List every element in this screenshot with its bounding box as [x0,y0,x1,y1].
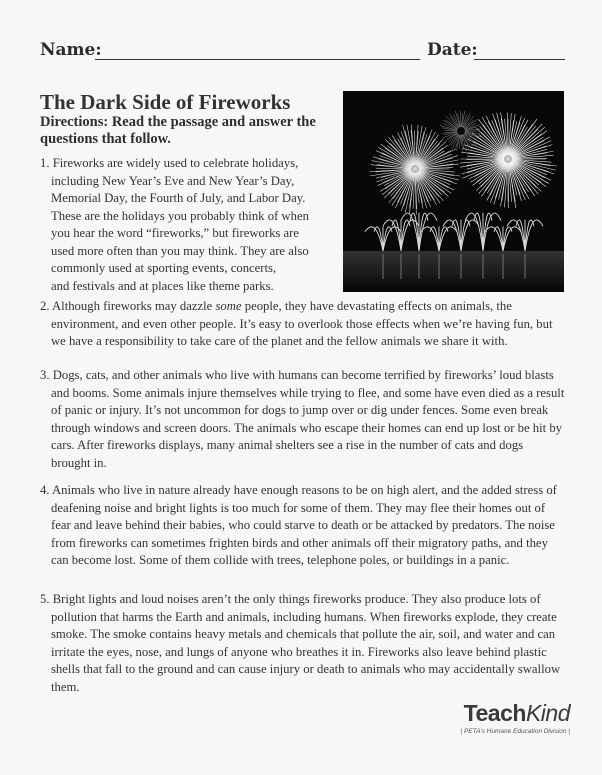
teachkind-logo [430,700,570,735]
paragraph-3 [40,367,565,472]
paragraph-line: Fireworks are widely used to celebrate holidays, [52,156,299,170]
paragraph-5 [40,591,565,696]
paragraph-text: Animals who live in nature already have enough reasons to be on high alert, and the added stress of deafening noise and bright lights is too much for some of them. They may flee their homes out of fear and leave behind their babies, who could starve to death or be attacked by predators. The noise from fireworks can sometimes frighten birds and other animals off their migratory paths, and they can become lost. Some of them collide with trees, telephone poles, or buildings in a panic. [51,483,557,567]
paragraph-line: commonly used at sporting events, concerts, [51,261,277,275]
emphasis-text: some [215,299,242,313]
paragraph-text: Although fireworks may dazzle [52,299,216,313]
paragraph-line: used more often than you may think. They are also [51,243,309,258]
paragraph-line: including New Year’s Eve and New Year’s Day, [51,173,295,188]
page-title: The Dark Side of Fireworks [40,90,291,114]
paragraph-number: 2. [40,299,50,313]
directions: Directions: Read the passage and answer the questions that follow. [40,114,316,147]
paragraph-line: you hear the word “fireworks,” but fireworks are [51,226,300,240]
date-label: Date: [427,40,478,60]
name-label: Name: [40,40,102,60]
paragraph-text: Bright lights and loud noises aren’t the only things fireworks produce. They also produce lots of pollution that harms the Earth and animals, including humans. When fireworks explode, they create smoke. The smoke contains heavy metals and chemicals that pollute the air, soil, and water and can irritate the eyes, nose, and lungs of anyone who breathes it in. Fireworks also leave behind plastic shells that fall to the ground and can cause injury or death to animals who may accidentally swallow them. [51,592,561,694]
paragraph-text: people, they have devastating effects on animals, the environment, and even other people. It’s easy to overlook those effects when we’re having fun, but we have a responsibility to take care of the planet and the fellow animals we share it with. [51,299,553,348]
brand-name [430,700,570,727]
paragraph-number: 1. [40,156,50,170]
fireworks-photo [343,91,564,292]
paragraph-line: These are the holidays you probably think of when [51,208,309,223]
paragraph-number: 3. [40,368,50,382]
fireworks-image [343,91,564,292]
brand-kind: Kind [525,700,570,726]
paragraph-number: 4. [40,483,50,497]
name-field-line[interactable] [95,59,420,60]
brand-teach: Teach [463,700,526,726]
paragraph-number: 5. [40,592,50,606]
brand-tagline: | PETA’s Humane Education Division | [460,728,570,735]
paragraph-line: Memorial Day, the Fourth of July, and Labor Day. [51,191,306,205]
paragraph-line: and festivals and at places like theme parks. [51,278,274,293]
paragraph-1 [40,155,330,295]
date-field-line[interactable] [474,59,565,60]
header-row [40,36,565,66]
paragraph-2 [40,298,565,351]
paragraph-text: Dogs, cats, and other animals who live with humans can become terrified by fireworks’ loud blasts and booms. Some animals injure themselves while trying to flee, and some have even died as a result of panic or injury. It’s not uncommon for dogs to jump over or dig under fences. Some even break through windows and screen doors. The animals who escape their homes can end up lost or be hit by cars. After fireworks displays, many animal shelters see a rise in the number of cats and dogs brought in. [51,368,565,470]
paragraph-4 [40,482,565,570]
